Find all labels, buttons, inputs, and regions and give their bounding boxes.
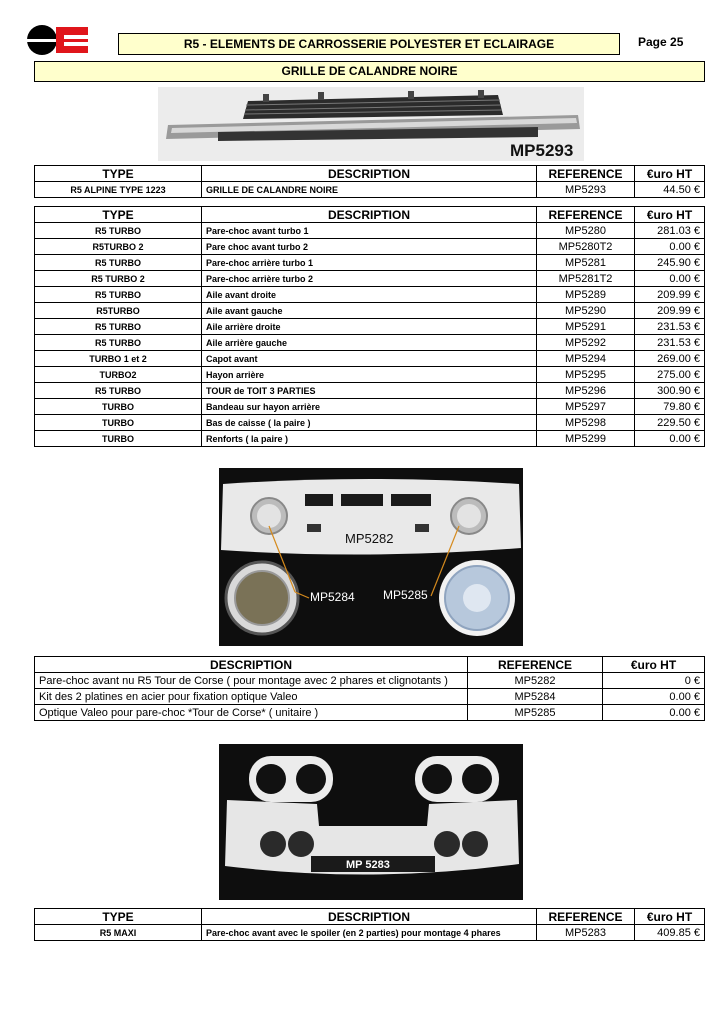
cell-price: 269.00 € <box>635 351 705 367</box>
col-type: TYPE <box>35 166 202 182</box>
cell-price: 275.00 € <box>635 367 705 383</box>
table-row <box>35 182 705 198</box>
cell-reference: MP5283 <box>537 925 635 941</box>
cell-description: Pare-choc arrière turbo 1 <box>202 255 537 271</box>
col-price: €uro HT <box>635 909 705 925</box>
cell-description: Optique Valeo pour pare-choc *Tour de Corse* ( unitaire ) <box>35 705 468 721</box>
cell-price: 0.00 € <box>635 271 705 287</box>
cell-type: TURBO2 <box>35 367 202 383</box>
cell-description: Pare choc avant turbo 2 <box>202 239 537 255</box>
cell-description: Renforts ( la paire ) <box>202 431 537 447</box>
col-description: DESCRIPTION <box>202 909 537 925</box>
grille-photo-label: MP5293 <box>510 141 574 160</box>
col-reference: REFERENCE <box>537 207 635 223</box>
cell-reference: MP5299 <box>537 431 635 447</box>
table-row <box>35 367 705 383</box>
table-header-row <box>35 657 705 673</box>
table-row <box>35 351 705 367</box>
cell-price: 0.00 € <box>603 705 705 721</box>
col-reference: REFERENCE <box>468 657 603 673</box>
col-description: DESCRIPTION <box>202 207 537 223</box>
cell-description: Pare-choc avant nu R5 Tour de Corse ( pour montage avec 2 phares et clignotants ) <box>35 673 468 689</box>
brand-logo <box>26 24 88 56</box>
cell-type: TURBO 1 et 2 <box>35 351 202 367</box>
cell-reference: MP5296 <box>537 383 635 399</box>
table-row <box>35 925 705 941</box>
cell-type: R5 MAXI <box>35 925 202 941</box>
cell-reference: MP5281T2 <box>537 271 635 287</box>
cell-reference: MP5280 <box>537 223 635 239</box>
cell-type: R5 TURBO <box>35 223 202 239</box>
bumper-label: MP5282 <box>345 531 394 546</box>
cell-type: R5 TURBO <box>35 383 202 399</box>
cell-type: TURBO <box>35 431 202 447</box>
cell-reference: MP5297 <box>537 399 635 415</box>
cell-description: Pare-choc arrière turbo 2 <box>202 271 537 287</box>
plate-kit-label: MP5284 <box>310 590 355 604</box>
cell-description: Kit des 2 platines en acier pour fixation optique Valeo <box>35 689 468 705</box>
table-row <box>35 431 705 447</box>
cell-reference: MP5298 <box>537 415 635 431</box>
cell-description: Aile avant droite <box>202 287 537 303</box>
cell-description: Aile avant gauche <box>202 303 537 319</box>
document-title: R5 - ELEMENTS DE CARROSSERIE POLYESTER ET ECLAIRAGE <box>118 33 620 55</box>
cell-description: Hayon arrière <box>202 367 537 383</box>
cell-description: Pare-choc avant avec le spoiler (en 2 parties) pour montage 4 phares <box>202 925 537 941</box>
cell-price: 0.00 € <box>635 239 705 255</box>
turbo-parts-table <box>34 206 705 447</box>
cell-description: TOUR de TOIT 3 PARTIES <box>202 383 537 399</box>
cell-reference: MP5295 <box>537 367 635 383</box>
table-header-row <box>35 909 705 925</box>
cell-reference: MP5282 <box>468 673 603 689</box>
table-row <box>35 223 705 239</box>
cell-price: 0.00 € <box>603 689 705 705</box>
table-row <box>35 255 705 271</box>
cell-description: Pare-choc avant turbo 1 <box>202 223 537 239</box>
col-description: DESCRIPTION <box>202 166 537 182</box>
cell-price: 0.00 € <box>635 431 705 447</box>
cell-reference: MP5289 <box>537 287 635 303</box>
cell-reference: MP5284 <box>468 689 603 705</box>
maxi-bumper-label: MP 5283 <box>346 859 390 871</box>
col-reference: REFERENCE <box>537 909 635 925</box>
cell-price: 0 € <box>603 673 705 689</box>
table-row <box>35 705 705 721</box>
cell-type: R5 TURBO <box>35 319 202 335</box>
table-row <box>35 319 705 335</box>
cell-price: 229.50 € <box>635 415 705 431</box>
cell-type: TURBO <box>35 399 202 415</box>
tour-de-corse-table <box>34 656 705 721</box>
page-number: Page 25 <box>638 35 684 49</box>
cell-reference: MP5294 <box>537 351 635 367</box>
table-row <box>35 399 705 415</box>
col-reference: REFERENCE <box>537 166 635 182</box>
cell-price: 245.90 € <box>635 255 705 271</box>
table-row <box>35 673 705 689</box>
cell-price: 209.99 € <box>635 303 705 319</box>
table-row <box>35 383 705 399</box>
cell-price: 409.85 € <box>635 925 705 941</box>
table-row <box>35 415 705 431</box>
cell-type: R5 TURBO <box>35 287 202 303</box>
grille-photo <box>158 87 584 161</box>
cell-reference: MP5280T2 <box>537 239 635 255</box>
cell-price: 44.50 € <box>635 182 705 198</box>
headlight-label: MP5285 <box>383 588 428 602</box>
grille-table <box>34 165 705 198</box>
cell-type: TURBO <box>35 415 202 431</box>
cell-reference: MP5293 <box>537 182 635 198</box>
tour-de-corse-photo <box>219 468 523 646</box>
col-type: TYPE <box>35 207 202 223</box>
cell-description: GRILLE DE CALANDRE NOIRE <box>202 182 537 198</box>
cell-price: 231.53 € <box>635 319 705 335</box>
cell-type: R5 TURBO <box>35 255 202 271</box>
cell-description: Aile arrière gauche <box>202 335 537 351</box>
table-row <box>35 239 705 255</box>
cell-type: R5TURBO <box>35 303 202 319</box>
cell-type: R5TURBO 2 <box>35 239 202 255</box>
maxi-table <box>34 908 705 941</box>
table-row <box>35 689 705 705</box>
cell-price: 281.03 € <box>635 223 705 239</box>
cell-description: Bandeau sur hayon arrière <box>202 399 537 415</box>
col-type: TYPE <box>35 909 202 925</box>
cell-reference: MP5292 <box>537 335 635 351</box>
cell-reference: MP5290 <box>537 303 635 319</box>
cell-price: 300.90 € <box>635 383 705 399</box>
table-row <box>35 271 705 287</box>
cell-reference: MP5281 <box>537 255 635 271</box>
col-description: DESCRIPTION <box>35 657 468 673</box>
table-header-row <box>35 166 705 182</box>
col-price: €uro HT <box>603 657 705 673</box>
col-price: €uro HT <box>635 166 705 182</box>
cell-price: 231.53 € <box>635 335 705 351</box>
cell-type: R5 TURBO <box>35 335 202 351</box>
table-row <box>35 287 705 303</box>
table-header-row <box>35 207 705 223</box>
maxi-bumper-photo <box>219 744 523 900</box>
cell-price: 79.80 € <box>635 399 705 415</box>
col-price: €uro HT <box>635 207 705 223</box>
cell-description: Capot avant <box>202 351 537 367</box>
cell-reference: MP5285 <box>468 705 603 721</box>
section-title: GRILLE DE CALANDRE NOIRE <box>34 61 705 82</box>
cell-type: R5 TURBO 2 <box>35 271 202 287</box>
cell-description: Bas de caisse ( la paire ) <box>202 415 537 431</box>
table-row <box>35 335 705 351</box>
cell-reference: MP5291 <box>537 319 635 335</box>
table-row <box>35 303 705 319</box>
cell-price: 209.99 € <box>635 287 705 303</box>
cell-description: Aile arrière droite <box>202 319 537 335</box>
cell-type: R5 ALPINE TYPE 1223 <box>35 182 202 198</box>
